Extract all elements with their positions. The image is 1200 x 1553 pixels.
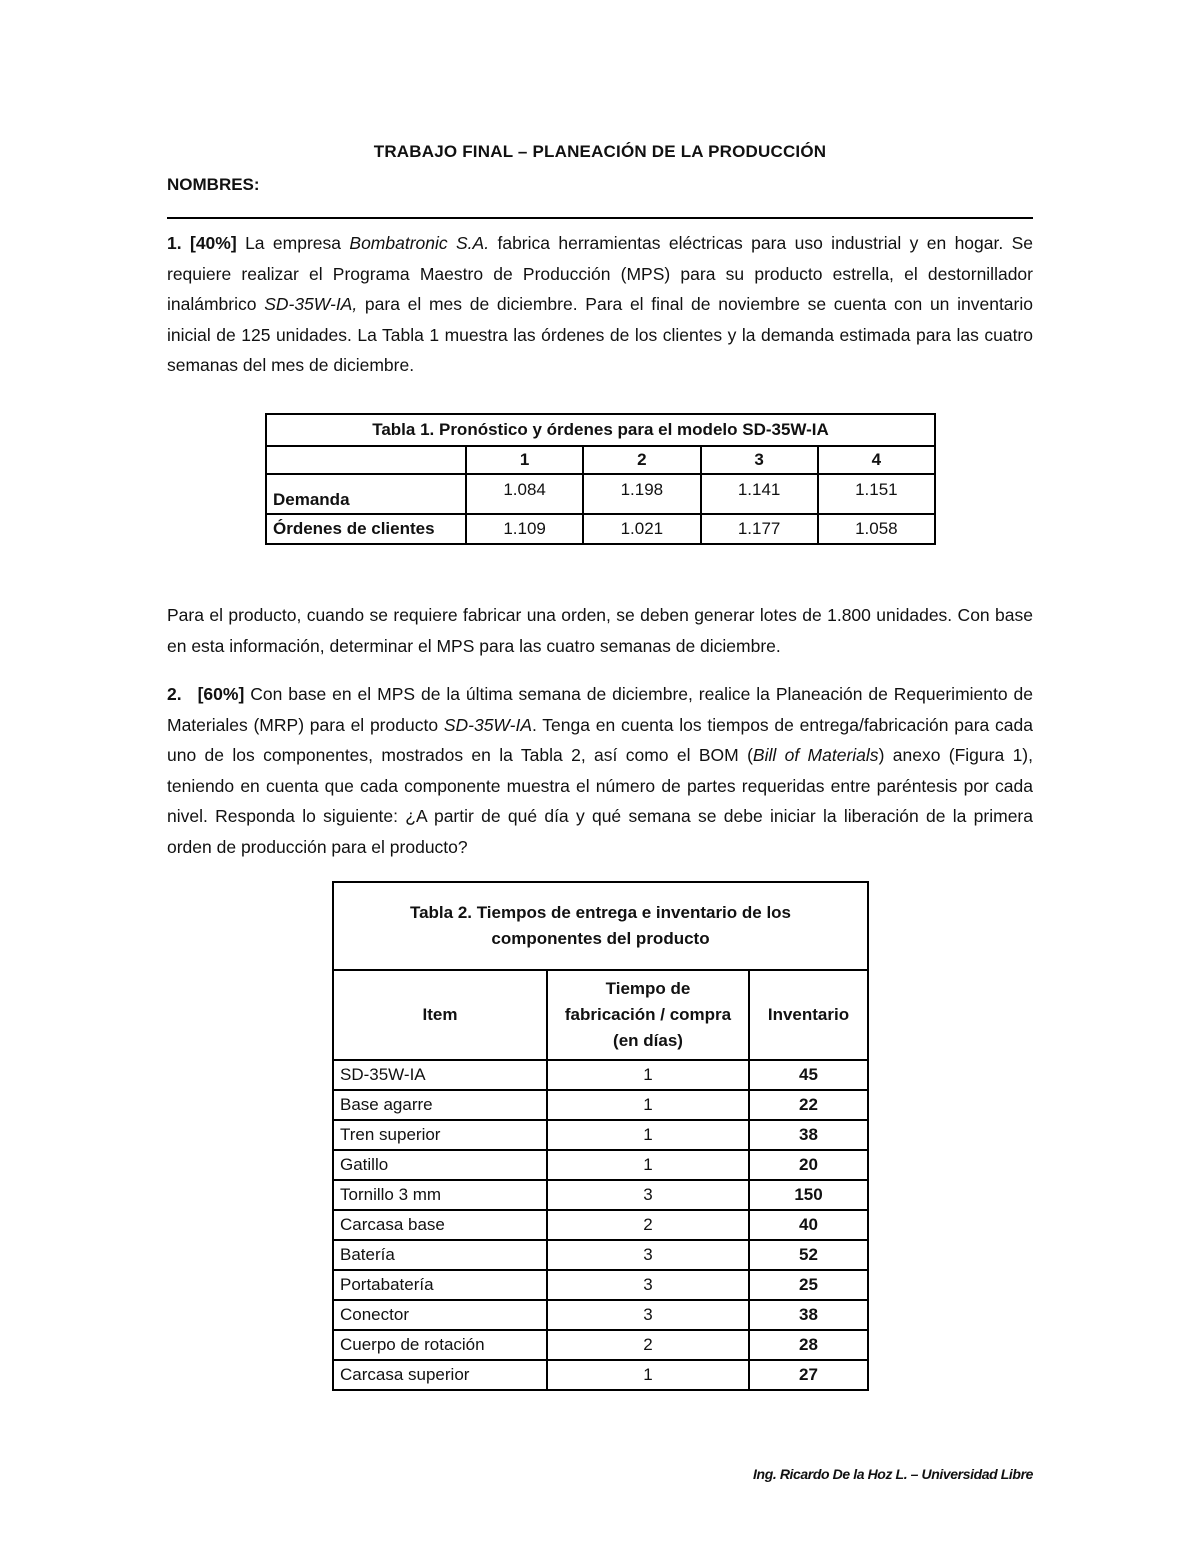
table-cell: 45 [749,1060,868,1090]
table-row [333,1120,868,1150]
table-cell: Tornillo 3 mm [333,1180,547,1210]
table-cell: 1.177 [701,514,818,544]
question-2-number: 2. [167,684,182,704]
table-row [266,474,935,514]
table-cell: Tren superior [333,1120,547,1150]
table-cell: 3 [547,1240,749,1270]
table-cell: 1 [547,1150,749,1180]
question-1-number: 1. [167,233,182,253]
question-2-text-c: ) anexo (Figura 1), teniendo en cuenta que cada componente muestra el número de partes requeridas entre paréntesis por cada nivel. Responda lo siguiente: ¿A partir de qué día y qué semana se debe iniciar la liberación de la primera orden de producción para el producto? [167,745,1033,857]
table-cell: 40 [749,1210,868,1240]
question-1-text-c: para el mes de diciembre. Para el final de noviembre se cuenta con un inventario inicial de 125 unidades. La Tabla 1 muestra las órdenes de los clientes y la demanda estimada para las cuatro semanas del mes de diciembre. [167,294,1033,375]
table-row [333,1360,868,1390]
table-cell: Portabatería [333,1270,547,1300]
question-1-text-a: La empresa [236,233,350,253]
table-cell: Carcasa superior [333,1360,547,1390]
table-cell: 1 [547,1120,749,1150]
table-cell: 3 [547,1180,749,1210]
table-1 [265,413,936,545]
question-1-paragraph [167,228,1033,381]
table-1-corner-cell [266,446,466,474]
table-cell: 1.151 [818,474,935,514]
question-2-text-b: . Tenga en cuenta los tiempos de entrega/fabricación para cada uno de los componentes, mostrados en la Tabla 2, así como el BOM ( [167,714,1033,765]
table-cell: Carcasa base [333,1210,547,1240]
table-cell: 1.141 [701,474,818,514]
bom-term: Bill of Materials [752,745,879,765]
table-row [333,1300,868,1330]
table-2-time-header: Tiempo de fabricación / compra (en días) [547,970,749,1060]
table-1-week-header: 3 [701,446,818,474]
table-2 [332,881,869,1391]
table-row [333,1270,868,1300]
table-cell: 1.021 [583,514,700,544]
table-cell: Batería [333,1240,547,1270]
question-2-text-a: Con base en el MPS de la última semana de diciembre, realice la Planeación de Requerimiento de Materiales (MRP) para el producto [167,684,1033,735]
table-row [333,1060,868,1090]
table-cell: 150 [749,1180,868,1210]
table-cell: 38 [749,1300,868,1330]
table-1-week-header: 4 [818,446,935,474]
table-1-row-label: Órdenes de clientes [266,514,466,544]
table-cell: 1.109 [466,514,583,544]
table-cell: 25 [749,1270,868,1300]
table-cell: 1.084 [466,474,583,514]
table-cell: Gatillo [333,1150,547,1180]
footer-author: Ing. Ricardo De la Hoz L. – Universidad Libre [753,1466,1033,1482]
table-2-body [333,1060,868,1390]
table-row [333,1180,868,1210]
table-cell: 27 [749,1360,868,1390]
lot-size-paragraph: Para el producto, cuando se requiere fabricar una orden, se deben generar lotes de 1.800 unidades. Con base en esta información, determinar el MPS para las cuatro semanas de diciembre. [167,605,1033,656]
names-label: NOMBRES: [167,175,260,194]
separator-line [167,217,1033,219]
table-cell: 28 [749,1330,868,1360]
document-title: TRABAJO FINAL – PLANEACIÓN DE LA PRODUCCIÓN [373,142,827,161]
product-model: SD-35W-IA, [264,294,358,314]
table-1-row-label: Demanda [266,474,466,514]
table-cell: 20 [749,1150,868,1180]
table-2-inventory-header: Inventario [749,970,868,1060]
table-2-caption: Tabla 2. Tiempos de entrega e inventario de los componentes del producto [333,882,868,970]
table-row [266,514,935,544]
question-1-text-b: fabrica herramientas eléctricas para uso industrial y en hogar. Se requiere realizar el Programa Maestro de Producción (MPS) para su producto estrella, el destornillador inalámbrico [167,233,1034,314]
table-cell: 52 [749,1240,868,1270]
question-1-weight: [40%] [190,233,237,253]
table-2-header-row [333,970,868,1060]
table-row [333,1330,868,1360]
table-row [333,1240,868,1270]
table-1-week-header: 2 [583,446,700,474]
table-1-caption: Tabla 1. Pronóstico y órdenes para el modelo SD-35W-IA [266,414,935,446]
product-model: SD-35W-IA [443,714,532,735]
table-row [333,1090,868,1120]
table-1-week-header: 1 [466,446,583,474]
question-2-paragraph [167,679,1033,862]
table-cell: 38 [749,1120,868,1150]
table-cell: 22 [749,1090,868,1120]
table-cell: 2 [547,1210,749,1240]
table-cell: Base agarre [333,1090,547,1120]
table-cell: Cuerpo de rotación [333,1330,547,1360]
table-cell: 3 [547,1300,749,1330]
table-cell: 2 [547,1330,749,1360]
table-cell: 1 [547,1360,749,1390]
table-cell: Conector [333,1300,547,1330]
table-cell: 1.198 [583,474,700,514]
table-cell: 1.058 [818,514,935,544]
table-cell: 1 [547,1060,749,1090]
table-cell: SD-35W-IA [333,1060,547,1090]
table-1-header-row [266,446,935,474]
table-row [333,1210,868,1240]
question-2-weight: [60%] [197,684,245,704]
table-cell: 3 [547,1270,749,1300]
table-cell: 1 [547,1090,749,1120]
table-row [333,1150,868,1180]
company-name: Bombatronic S.A. [349,233,490,253]
table-2-item-header: Item [333,970,547,1060]
